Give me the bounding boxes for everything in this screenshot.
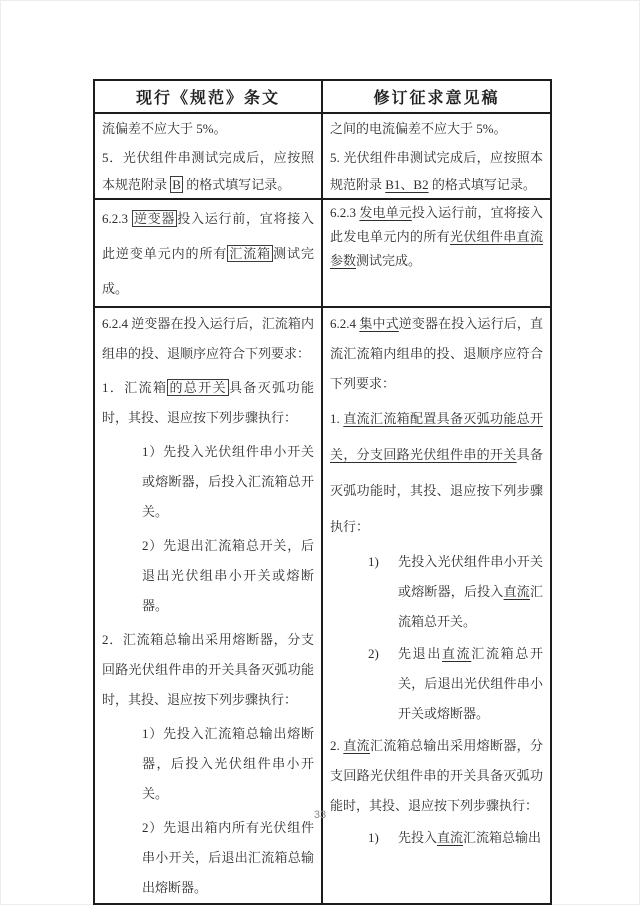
page-number: 33: [313, 809, 327, 821]
paragraph: [330, 401, 543, 545]
text-run: 1）先投入汇流箱总输出熔断器，后投入光伏组件串小开关。: [142, 726, 314, 801]
text-run: 1．汇流箱: [102, 380, 168, 395]
text-run: 6.2.4: [330, 316, 360, 331]
boxed-text-revision-mark: 的总开关: [169, 380, 228, 395]
text-run: 流偏差不应大于 5%。: [102, 121, 227, 136]
text-run: 汇流箱总开关。: [398, 584, 543, 629]
text-run: 5．光伏组件串测试完成后，应按照本规范附录: [102, 150, 314, 192]
table-cell-right: [322, 113, 551, 199]
table-row: [94, 199, 551, 307]
text-run: 2．汇流箱总输出采用熔断器，分支回路光伏组件串的开关具备灭弧功能时，其投、退应按下列步骤执行：: [102, 632, 314, 707]
underlined-text-revision-mark: 集中式: [359, 316, 399, 331]
text-run: 1）先投入光伏组件串小开关或熔断器，后投入汇流箱总开关。: [142, 444, 314, 519]
list-item-text: [398, 823, 543, 853]
text-run: 具备灭弧功能时，其投、退应按下列步骤执行：: [102, 380, 314, 425]
list-item-text: [398, 547, 543, 637]
text-run: 2.: [330, 738, 344, 753]
text-run: 投入运行前，宜将接入此发电单元内的所有: [330, 205, 543, 244]
paragraph: [102, 201, 314, 306]
text-run: 测试完成。: [102, 246, 314, 296]
text-run: 汇流箱总输出: [463, 830, 542, 845]
table-cell-left: [94, 113, 322, 199]
column-header-current-spec: 现行《规范》条文: [94, 80, 322, 113]
table-cell-right: [322, 199, 551, 307]
text-run: 2）先退出箱内所有光伏组件串小开关，后退出汇流箱总输出熔断器。: [142, 820, 314, 895]
paragraph: [102, 719, 314, 809]
underlined-text-revision-mark: 光伏组件串直流参数: [330, 229, 543, 268]
text-run: 2）先退出汇流箱总开关，后退出光伏组串小开关或熔断器。: [142, 538, 314, 613]
text-run: 汇流箱总开关，后退出光伏组件串小开关或熔断器。: [398, 646, 543, 721]
list-number: 1): [368, 554, 379, 569]
text-run: 1.: [330, 411, 344, 426]
paragraph: [330, 731, 543, 821]
underlined-text-revision-mark: 直流汇流箱配置具备灭弧功能总开关，分支回路光伏组件串的开关: [330, 411, 543, 462]
text-run: 6.2.3: [102, 211, 132, 226]
paragraph: [102, 531, 314, 621]
text-run: 6.2.4 逆变器在投入运行后，汇流箱内组串的投、退顺序应符合下列要求：: [102, 316, 314, 361]
boxed-text-revision-mark: 逆变器: [134, 211, 176, 226]
paragraph: [102, 115, 314, 142]
paragraph: [102, 813, 314, 903]
column-header-revision-draft: 修订征求意见稿: [322, 80, 551, 113]
paragraph: [330, 823, 543, 853]
underlined-text-revision-mark: 直流: [503, 584, 530, 599]
text-run: 之间的电流偏差不应大于 5%。: [330, 121, 507, 136]
paragraph: [330, 201, 543, 273]
list-number: 2): [368, 646, 379, 661]
paragraph: [102, 625, 314, 715]
paragraph: [330, 547, 543, 637]
boxed-text-revision-mark: 汇流箱: [229, 246, 272, 261]
paragraph: [330, 144, 543, 198]
text-run: 汇流箱总输出采用熔断器，分支回路光伏组件串的开关具备灭弧功能时，其投、退应按下列步骤执行：: [330, 738, 543, 813]
underlined-text-revision-mark: 发电单元: [359, 205, 412, 220]
table-body: [94, 113, 551, 904]
text-run: 的格式填写记录。: [428, 177, 536, 192]
text-run: 5. 光伏组件串测试完成后，应按照本规范附录: [330, 150, 543, 192]
paragraph: [102, 309, 314, 369]
underlined-text-revision-mark: 直流: [437, 830, 464, 845]
text-run: 逆变器在投入运行后，直流汇流箱内组串的投、退顺序应符合下列要求：: [330, 316, 543, 391]
table-header-row: [94, 80, 551, 113]
paragraph: [330, 115, 543, 142]
boxed-text-revision-mark: B: [172, 177, 181, 192]
paragraph: [102, 373, 314, 433]
text-run: 先投入光伏组件串小开关或熔断器，后投入: [398, 554, 543, 599]
table-cell-left: [94, 199, 322, 307]
underlined-text-revision-mark: B1、B2: [385, 177, 429, 192]
list-item-text: [398, 639, 543, 729]
underlined-text-revision-mark: 直流: [442, 646, 472, 661]
text-run: 先退出: [398, 646, 442, 661]
paragraph: [102, 437, 314, 527]
list-number: 1): [368, 830, 379, 845]
text-run: 具备灭弧功能时，其投、退应按下列步骤执行：: [330, 447, 543, 534]
text-run: 先投入: [398, 830, 438, 845]
text-run: 测试完成。: [356, 253, 422, 268]
paragraph: [330, 639, 543, 729]
text-run: 投入运行前，宜将接入此逆变单元内的所有: [102, 211, 314, 261]
table-row: [94, 113, 551, 199]
paragraph: [330, 309, 543, 399]
text-run: 的格式填写记录。: [182, 177, 291, 192]
comparison-table: [93, 79, 552, 905]
paragraph: [102, 144, 314, 198]
underlined-text-revision-mark: 直流: [343, 738, 371, 753]
text-run: 6.2.3: [330, 205, 360, 220]
